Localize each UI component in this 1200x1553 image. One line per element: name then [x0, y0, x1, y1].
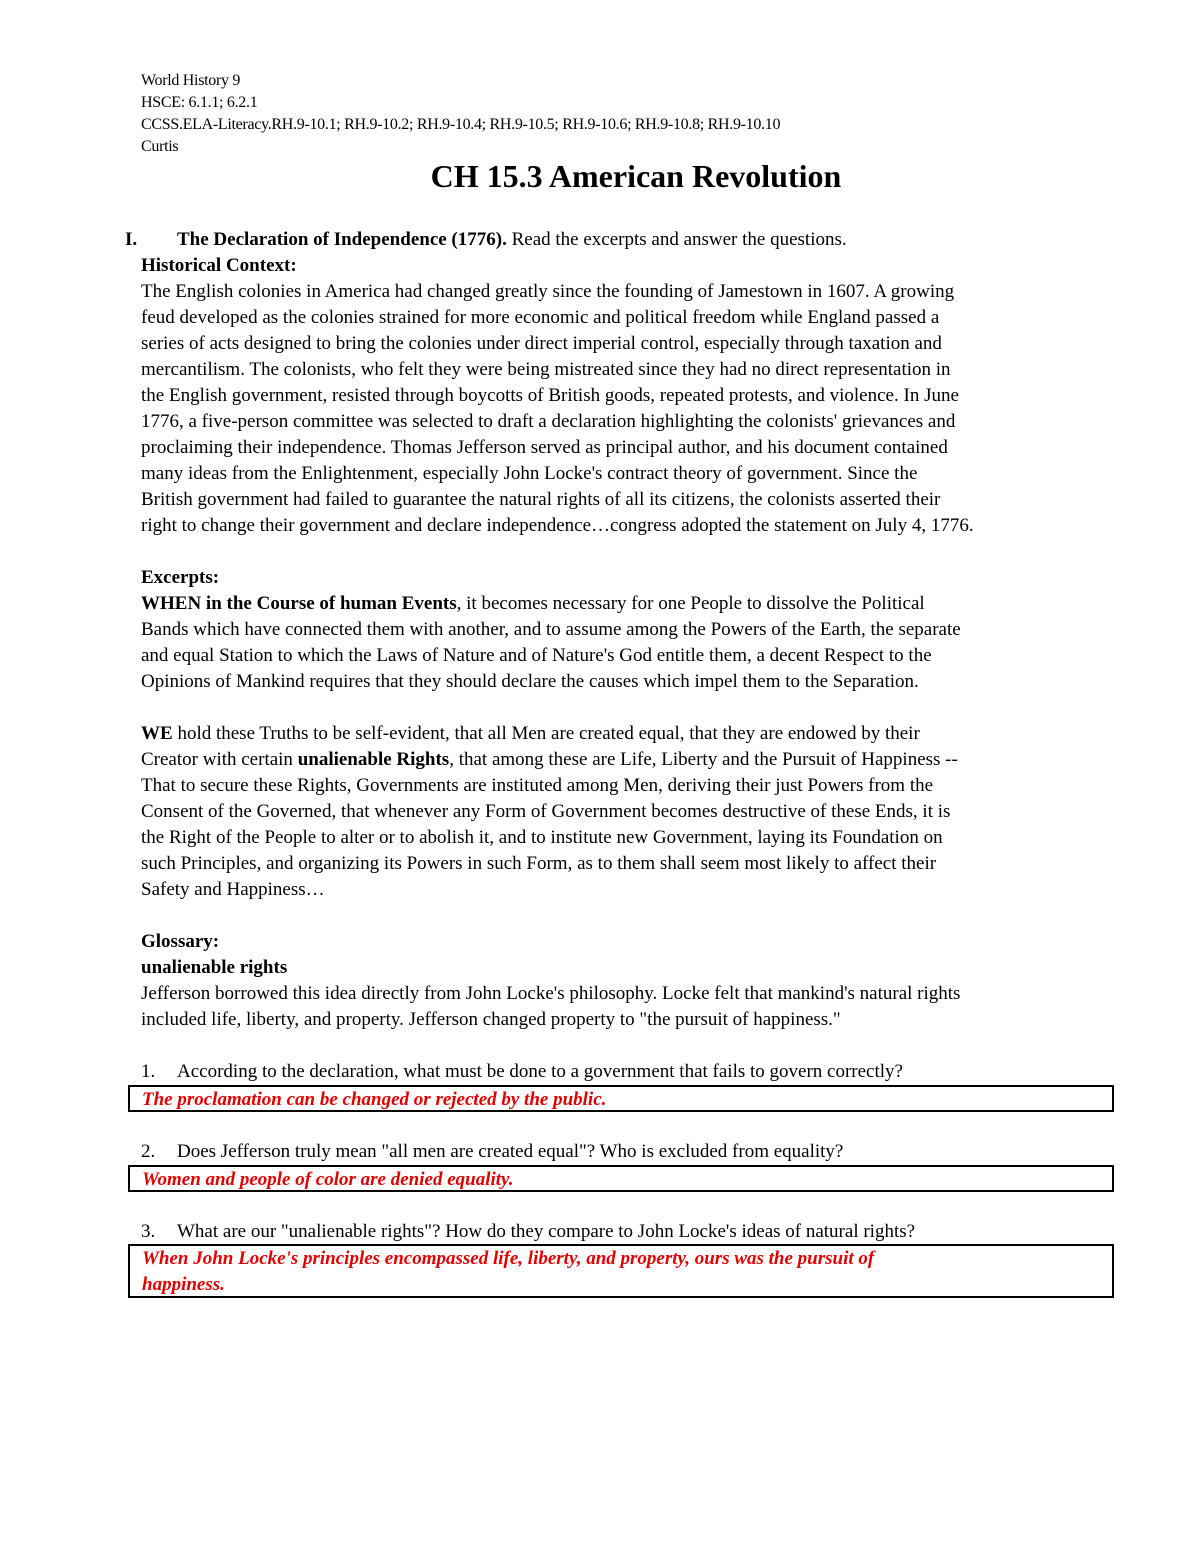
- context-line: the English government, resisted through boycotts of British goods, repeated protests, and violence. In June: [141, 385, 959, 406]
- answer-text: The proclamation can be changed or rejected by the public.: [142, 1089, 607, 1110]
- document-header: [141, 70, 780, 158]
- question-number: 2.: [141, 1141, 156, 1162]
- question-1: [141, 1059, 903, 1085]
- excerpt-line: Safety and Happiness…: [141, 879, 325, 900]
- glossary-line: Jefferson borrowed this idea directly from John Locke's philosophy. Locke felt that mankind's natural rights: [141, 983, 961, 1004]
- section-numeral: I.: [125, 229, 138, 250]
- excerpt-text: , it becomes necessary for one People to dissolve the Political: [456, 593, 925, 614]
- context-line: The English colonies in America had changed greatly since the founding of Jamestown in 1607. A growing: [141, 281, 955, 302]
- answer-box-3[interactable]: [128, 1244, 1114, 1298]
- glossary-heading: Glossary:: [141, 931, 220, 952]
- excerpt-text: hold these Truths to be self-evident, that all Men are created equal, that they are endowed by their: [172, 723, 920, 744]
- teacher-name: Curtis: [141, 138, 179, 155]
- glossary-term: unalienable rights: [141, 957, 288, 978]
- question-text: Does Jefferson truly mean "all men are created equal"? Who is excluded from equality?: [177, 1141, 844, 1162]
- excerpt-lead: WE: [141, 723, 173, 744]
- excerpts: [141, 565, 1141, 903]
- answer-text: happiness.: [142, 1274, 225, 1295]
- excerpt-line: [141, 721, 1141, 747]
- section-instruction: Read the excerpts and answer the questions.: [506, 229, 847, 250]
- excerpt-line: That to secure these Rights, Governments are instituted among Men, deriving their just Powers from the: [141, 775, 934, 796]
- question-number: 1.: [141, 1061, 156, 1082]
- ccss-standards: CCSS.ELA-Literacy.RH.9-10.1; RH.9-10.2; RH.9-10.4; RH.9-10.5; RH.9-10.6; RH.9-10.8; RH.9-10.10: [141, 116, 781, 133]
- page-title: CH 15.3 American Revolution: [430, 158, 842, 194]
- glossary-line: included life, liberty, and property. Jefferson changed property to "the pursuit of happiness.": [141, 1009, 841, 1030]
- section-title: The Declaration of Independence (1776).: [177, 229, 507, 250]
- context-line: British government had failed to guarantee the natural rights of all its citizens, the colonists asserted their: [141, 489, 941, 510]
- answer-text: When John Locke's principles encompassed life, liberty, and property, ours was the pursuit of: [142, 1248, 875, 1269]
- context-line: mercantilism. The colonists, who felt they were being mistreated since they had no direct representation in: [141, 359, 951, 380]
- excerpt-line: [141, 747, 1141, 773]
- glossary: [141, 929, 1141, 1033]
- excerpt-text: Creator with certain: [141, 749, 298, 770]
- paragraph-gap: [141, 695, 1141, 721]
- answer-box-1[interactable]: [128, 1085, 1114, 1112]
- course-name: World History 9: [141, 72, 241, 89]
- context-line: right to change their government and declare independence…congress adopted the statement on July 4, 1776.: [141, 515, 974, 536]
- excerpt-lead: WHEN in the Course of human Events: [141, 593, 457, 614]
- question-2: [141, 1139, 843, 1165]
- question-3: [141, 1219, 915, 1245]
- excerpt-text: , that among these are Life, Liberty and the Pursuit of Happiness --: [449, 749, 958, 770]
- excerpt-line: and equal Station to which the Laws of Nature and of Nature's God entitle them, a decent Respect to the: [141, 645, 932, 666]
- hsce-standards: HSCE: 6.1.1; 6.2.1: [141, 94, 258, 111]
- excerpt-line: [141, 591, 1141, 617]
- context-line: series of acts designed to bring the colonies under direct imperial control, especially through taxation and: [141, 333, 942, 354]
- historical-context: [141, 253, 1141, 539]
- context-line: 1776, a five-person committee was selected to draft a declaration highlighting the colonists' grievances and: [141, 411, 956, 432]
- answer-text: Women and people of color are denied equality.: [142, 1169, 514, 1190]
- excerpt-line: such Principles, and organizing its Powers in such Form, as to them shall seem most likely to affect their: [141, 853, 937, 874]
- excerpt-line: Opinions of Mankind requires that they should declare the causes which impel them to the Separation.: [141, 671, 919, 692]
- answer-box-2[interactable]: [128, 1165, 1114, 1192]
- section-heading: [125, 227, 847, 253]
- excerpt-line: Consent of the Governed, that whenever any Form of Government becomes destructive of these Ends, it is: [141, 801, 951, 822]
- question-text: According to the declaration, what must be done to a government that fails to govern correctly?: [177, 1061, 903, 1082]
- context-line: feud developed as the colonies strained for more economic and political freedom while England passed a: [141, 307, 940, 328]
- context-heading: Historical Context:: [141, 255, 297, 276]
- question-text: What are our "unalienable rights"? How do they compare to John Locke's ideas of natural rights?: [177, 1221, 916, 1242]
- excerpts-heading: Excerpts:: [141, 567, 220, 588]
- context-line: many ideas from the Enlightenment, especially John Locke's contract theory of government. Since the: [141, 463, 918, 484]
- excerpt-line: Bands which have connected them with another, and to assume among the Powers of the Earth, the separate: [141, 619, 961, 640]
- question-number: 3.: [141, 1221, 156, 1242]
- excerpt-term: unalienable Rights: [297, 749, 450, 770]
- context-line: proclaiming their independence. Thomas Jefferson served as principal author, and his document contained: [141, 437, 948, 458]
- excerpt-line: the Right of the People to alter or to abolish it, and to institute new Government, laying its Foundation on: [141, 827, 943, 848]
